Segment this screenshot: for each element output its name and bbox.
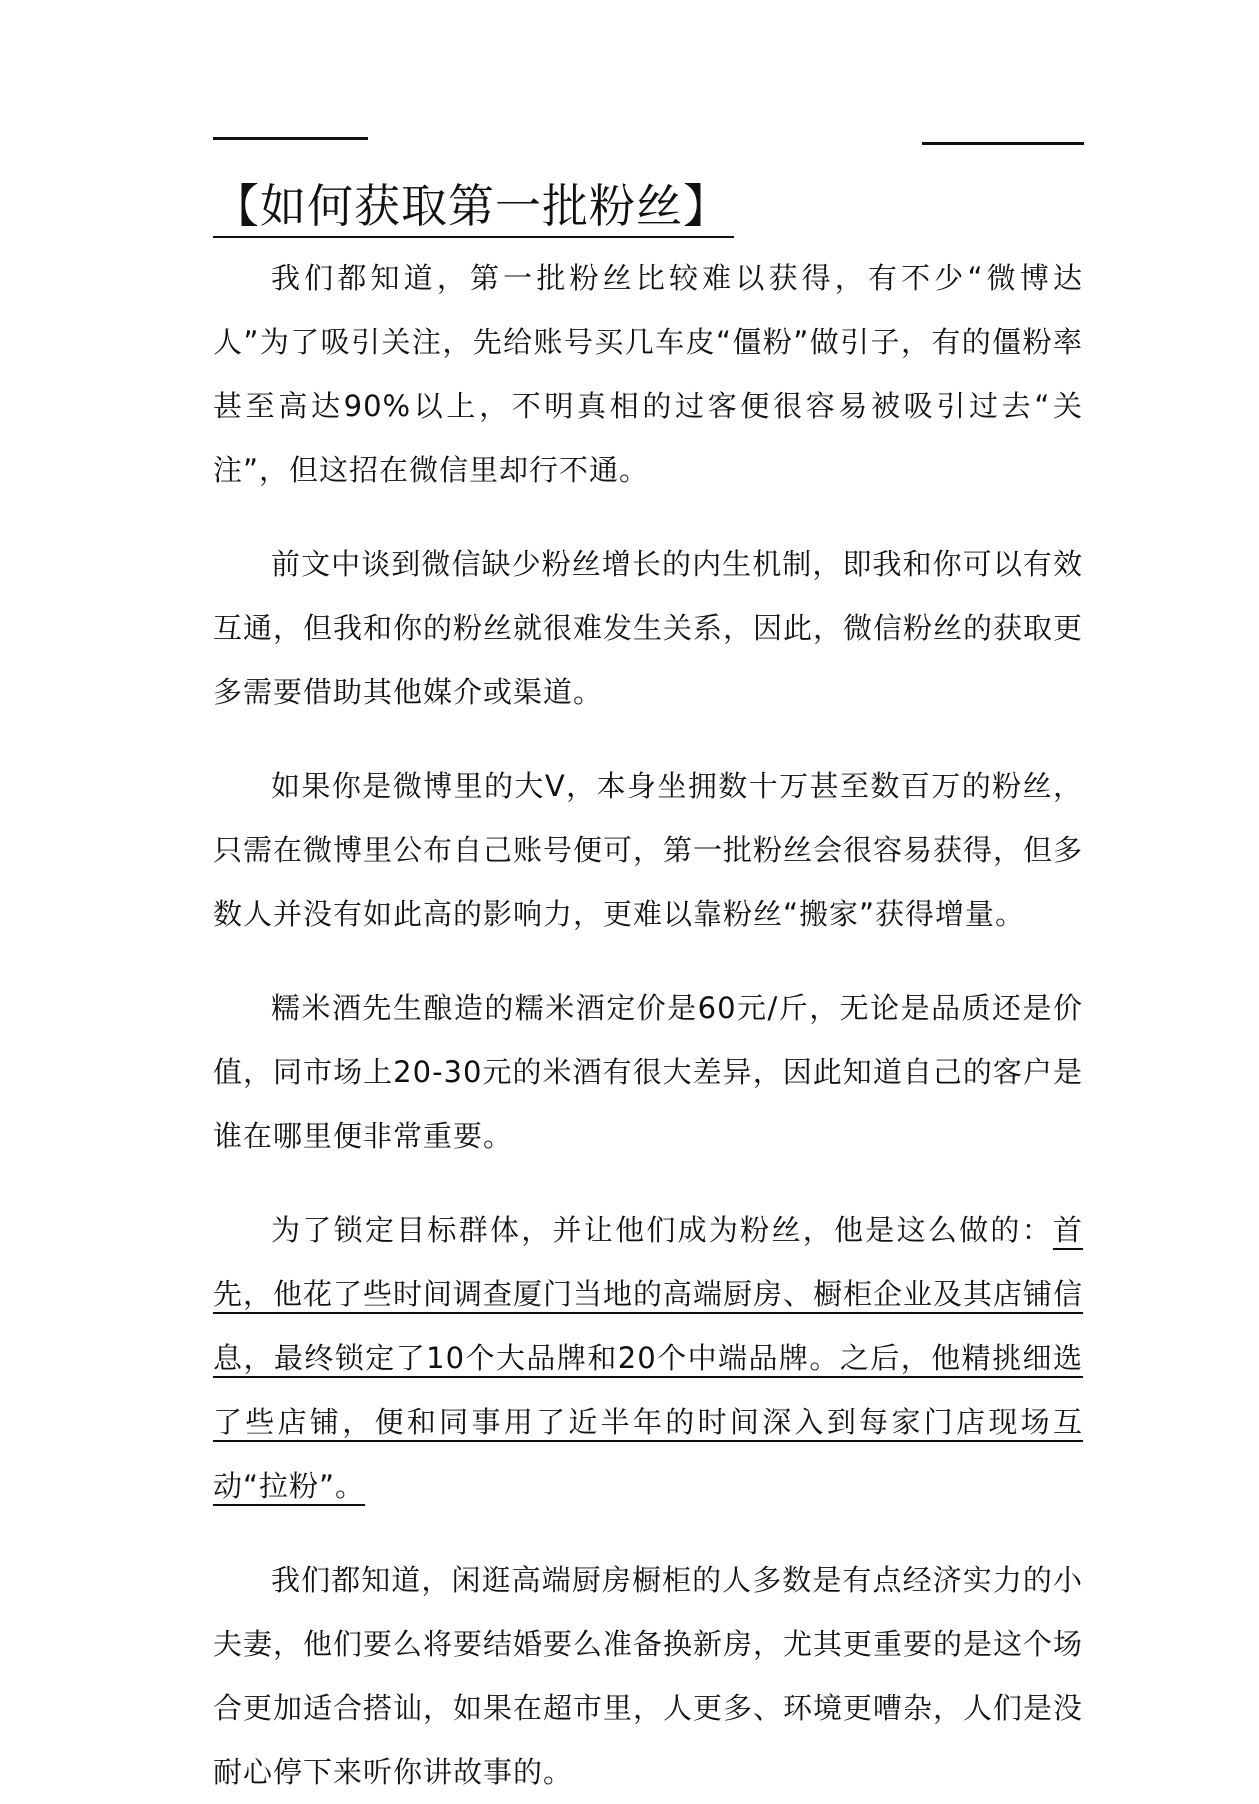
header-rule-left xyxy=(213,137,368,140)
paragraph-5 xyxy=(213,1198,1083,1518)
paragraph-2: 前文中谈到微信缺少粉丝增长的内生机制，即我和你可以有效互通，但我和你的粉丝就很难发生关系，因此，微信粉丝的获取更多需要借助其他媒介或渠道。 xyxy=(213,547,1084,709)
header-rule-right xyxy=(922,142,1084,145)
article-body xyxy=(213,246,1083,1804)
paragraph-3: 如果你是微博里的大V，本身坐拥数十万甚至数百万的粉丝，只需在微博里公布自己账号便可，第一批粉丝会很容易获得，但多数人并没有如此高的影响力，更难以靠粉丝“搬家”获得增量。 xyxy=(213,769,1084,931)
paragraph-4: 糯米酒先生酿造的糯米酒定价是60元/斤，无论是品质还是价值，同市场上20-30元的米酒有很大差异，因此知道自己的客户是谁在哪里便非常重要。 xyxy=(213,991,1083,1153)
paragraph-6: 我们都知道，闲逛高端厨房橱柜的人多数是有点经济实力的小夫妻，他们要么将要结婚要么准备换新房，尤其更重要的是这个场合更加适合搭讪，如果在超市里，人更多、环境更嘈杂，人们是没耐心停下来听你讲故事的。 xyxy=(213,1563,1084,1789)
paragraph-5-underlined: 首先，他花了些时间调查厦门当地的高端厨房、橱柜企业及其店铺信息，最终锁定了10个大品牌和20个中端品牌。之后，他精挑细选了些店铺，便和同事用了近半年的时间深入到每家门店现场互动“拉粉”。 xyxy=(213,1213,1084,1503)
section-title: 【如何获取第一批粉丝】 xyxy=(213,176,734,238)
paragraph-1: 我们都知道，第一批粉丝比较难以获得，有不少“微博达人”为了吸引关注，先给账号买几车皮“僵粉”做引子，有的僵粉率甚至高达90%以上，不明真相的过客便很容易被吸引过去“关注”，但这招在微信里却行不通。 xyxy=(213,261,1083,487)
paragraph-5-lead: 为了锁定目标群体，并让他们成为粉丝，他是这么做的： xyxy=(271,1213,1053,1247)
